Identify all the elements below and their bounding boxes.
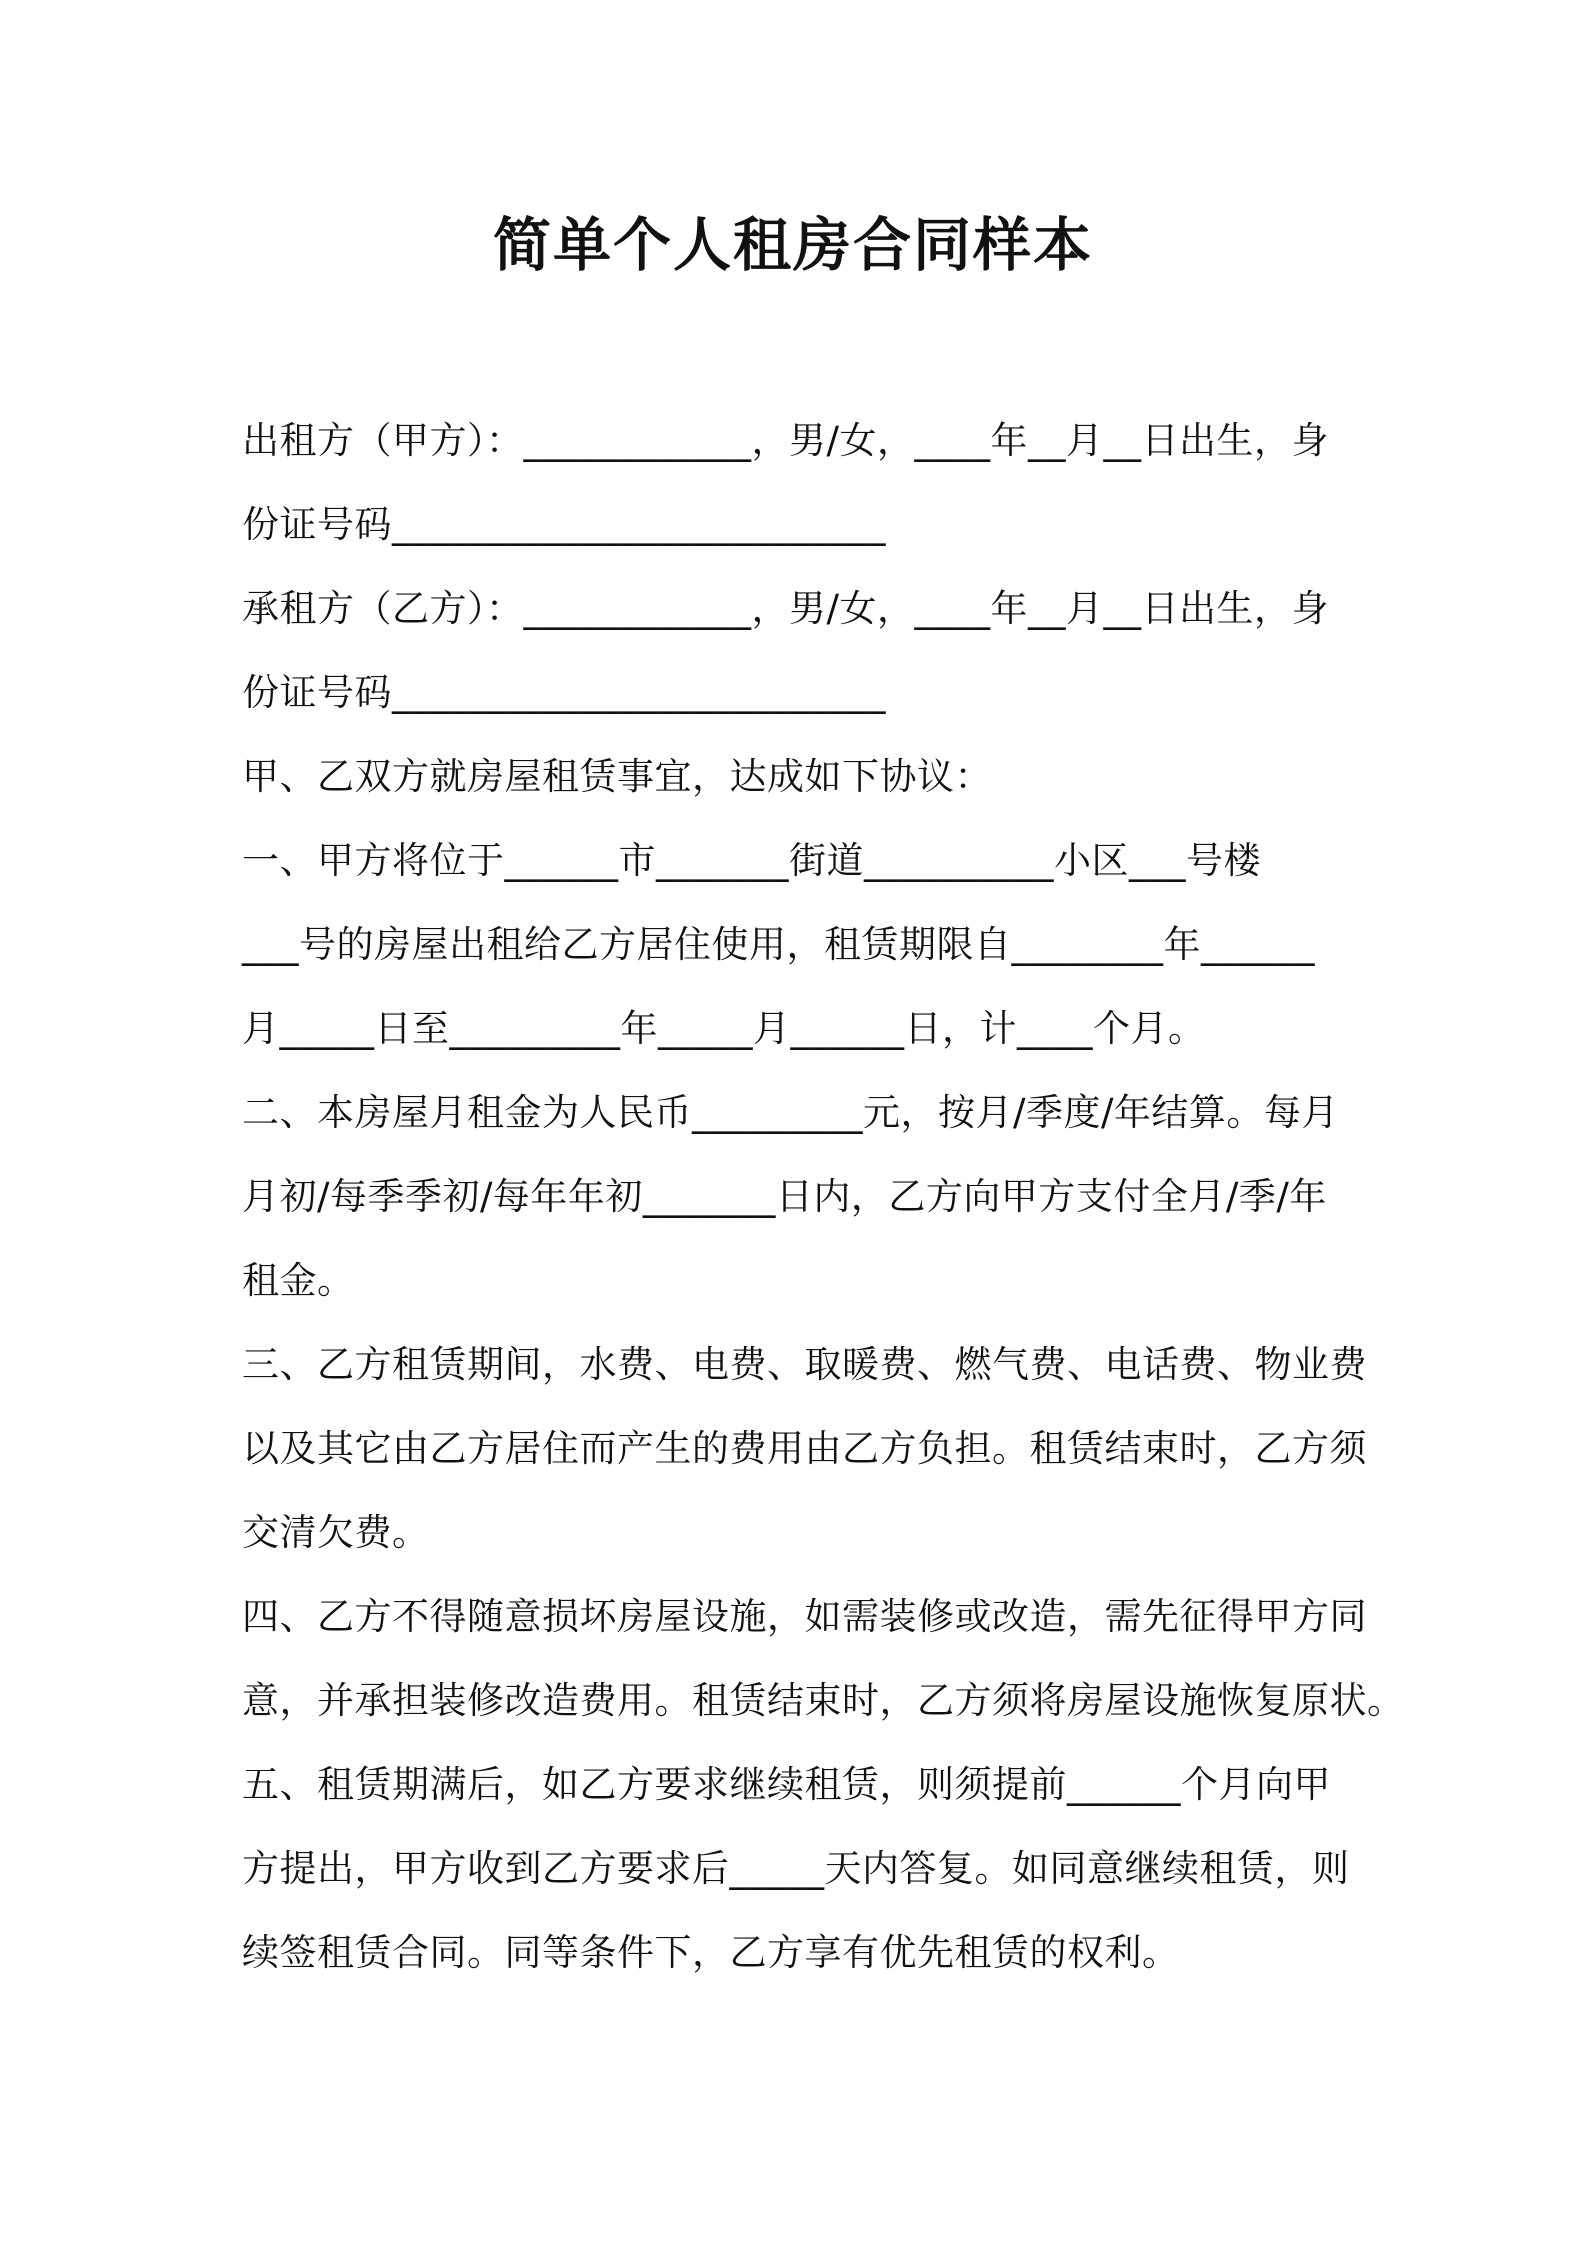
- clause-5-line-1: 五、租赁期满后，如乙方要求继续租赁，则须提前______个月向甲: [242, 1763, 1331, 1806]
- clause-2-line-1: 二、本房屋月租金为人民币_________元，按月/季度/年结算。每月: [242, 1091, 1339, 1134]
- clause-2-line-2: 月初/每季季初/每年年初_______日内，乙方向甲方支付全月/季/年: [242, 1175, 1327, 1218]
- party-a-line-2: 份证号码__________________________: [242, 503, 886, 546]
- clause-1-line-2: ___号的房屋出租给乙方居住使用，租赁期限自________年______: [242, 923, 1315, 966]
- contract-body: [242, 399, 1405, 1995]
- agreement-intro: 甲、乙双方就房屋租赁事宜，达成如下协议：: [242, 755, 992, 798]
- clause-4-line-1: 四、乙方不得随意损坏房屋设施，如需装修或改造，需先征得甲方同: [242, 1595, 1367, 1638]
- clause-4-line-2: 意，并承担装修改造费用。租赁结束时，乙方须将房屋设施恢复原状。: [242, 1679, 1405, 1722]
- party-b-line-2: 份证号码__________________________: [242, 671, 886, 714]
- clause-1-line-1: 一、甲方将位于______市_______街道__________小区___号楼: [242, 839, 1261, 882]
- clause-3-line-1: 三、乙方租赁期间，水费、电费、取暖费、燃气费、电话费、物业费: [242, 1343, 1367, 1386]
- party-b-line-1: 承租方（乙方）：____________，男/女，____年__月__日出生，身: [242, 587, 1329, 630]
- clause-3-line-2: 以及其它由乙方居住而产生的费用由乙方负担。租赁结束时，乙方须: [242, 1427, 1367, 1470]
- clause-5-line-2: 方提出，甲方收到乙方要求后_____天内答复。如同意继续租赁，则: [242, 1847, 1350, 1890]
- clause-1-line-3: 月_____日至_________年_____月______日，计____个月。: [242, 1007, 1206, 1050]
- document-title: 简单个人租房合同样本: [492, 211, 1093, 279]
- party-a-line-1: 出租方（甲方）：____________，男/女，____年__月__日出生，身: [242, 419, 1329, 462]
- clause-5-line-3: 续签租赁合同。同等条件下，乙方享有优先租赁的权利。: [242, 1931, 1180, 1974]
- clause-3-line-3: 交清欠费。: [242, 1511, 430, 1554]
- clause-2-line-3: 租金。: [242, 1259, 355, 1302]
